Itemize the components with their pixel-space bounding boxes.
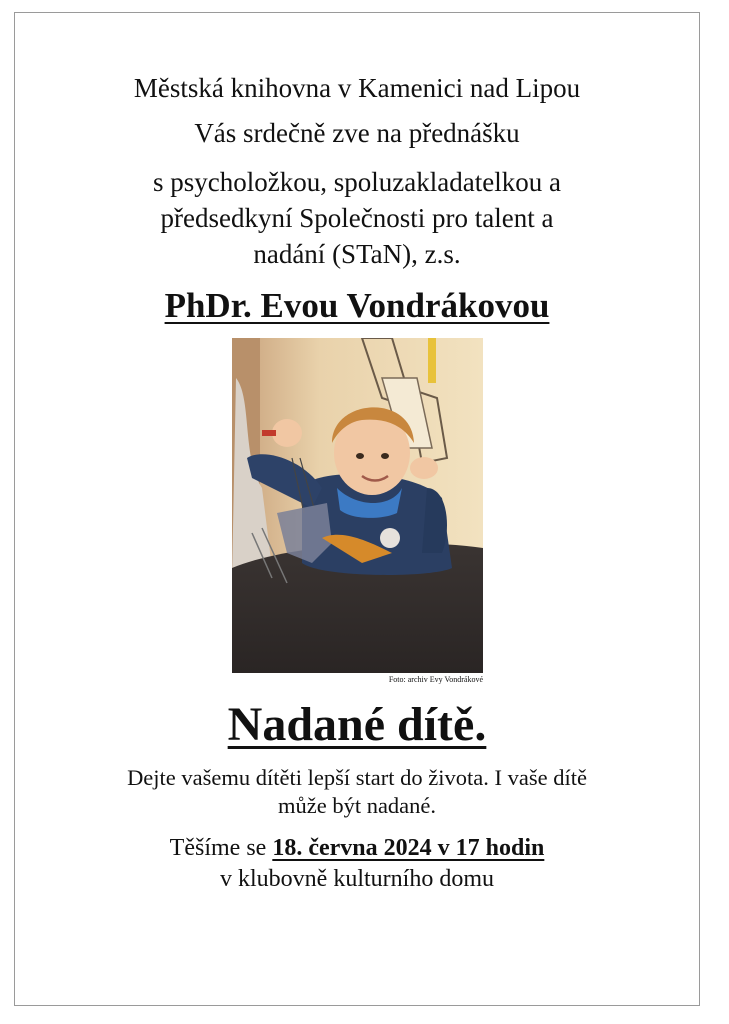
speaker-description-line-2: předsedkyní Společnosti pro talent a [160, 203, 554, 233]
invitation-text: Vás srdečně zve na přednášku [194, 118, 520, 148]
speaker-name [15, 286, 699, 326]
event-venue: v klubovně kulturního domu [220, 866, 494, 892]
lecture-title [15, 697, 699, 752]
child-photo [232, 338, 483, 673]
photo-credit: Foto: archiv Evy Vondrákové [388, 675, 483, 684]
lecture-title-text: Nadané dítě. [227, 698, 487, 751]
date-prefix: Těšíme se [169, 835, 273, 861]
speaker-description-line-3: nadání (STaN), z.s. [253, 239, 461, 269]
library-name: Městská knihovna v Kamenici nad Lipou [133, 73, 581, 103]
speaker-name-text: PhDr. Evou Vondrákovou [164, 286, 550, 325]
tagline-line-2: může být nadané. [277, 793, 437, 818]
poster-page [14, 12, 700, 1006]
tagline-line-1: Dejte vašemu dítěti lepší start do života. I vaše dítě [127, 765, 587, 790]
event-date: 18. června 2024 v 17 hodin [272, 835, 545, 861]
speaker-description-line-1: s psycholožkou, spoluzakladatelkou a [153, 167, 561, 197]
event-date-line [15, 835, 699, 862]
